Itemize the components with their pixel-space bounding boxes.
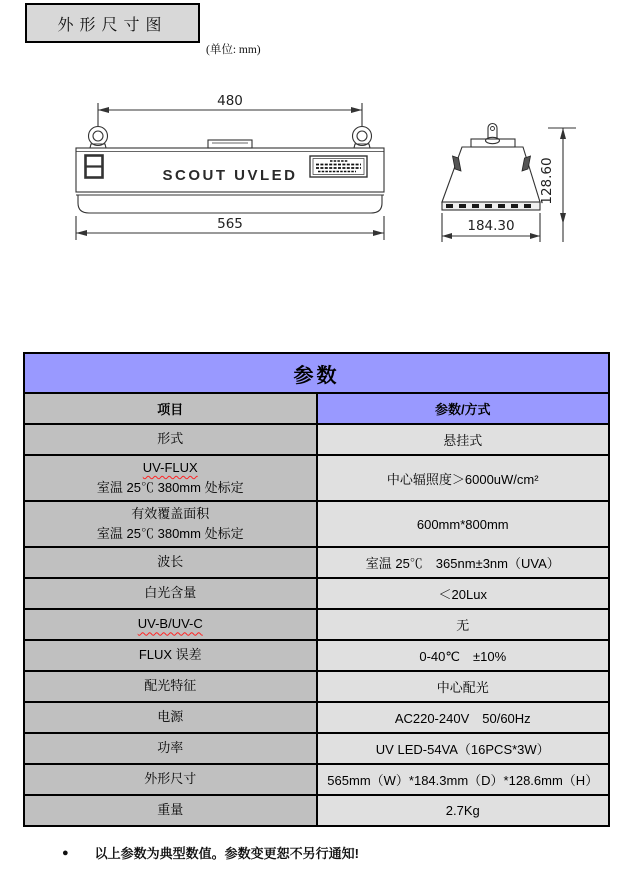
table-row <box>24 501 609 547</box>
value-cell <box>317 795 610 826</box>
table-row <box>24 702 609 733</box>
table-row <box>24 424 609 455</box>
item-cell <box>24 733 317 764</box>
item-label: UV-B/UV-C <box>137 616 203 632</box>
item-label: 功率 <box>157 740 184 756</box>
value-text: 2.7Kg <box>445 803 480 818</box>
value-cell <box>317 733 610 764</box>
product-name-label: SCOUT UVLED <box>162 167 298 184</box>
item-label: 有效覆盖面积 <box>131 505 210 521</box>
side-top-plate <box>471 139 515 147</box>
value-text: UV LED-54VA（16PCS*3W） <box>375 742 550 757</box>
left-eyebolt-icon <box>89 127 108 149</box>
item-cell <box>24 501 317 547</box>
item-label: 形式 <box>157 431 184 447</box>
item-label: FLUX 误差 <box>138 647 202 663</box>
item-label: UV-FLUX <box>142 459 198 475</box>
item-cell <box>24 609 317 640</box>
value-cell <box>317 501 610 547</box>
right-eyebolt-icon <box>353 127 372 149</box>
side-width-dimension <box>442 213 540 242</box>
front-view <box>76 93 384 240</box>
table-title: 参数 <box>24 353 609 393</box>
table-row <box>24 671 609 702</box>
item-cell <box>24 455 317 501</box>
table-row <box>24 547 609 578</box>
table-row <box>24 733 609 764</box>
value-text: 室温 25℃ 365nm±3nm（UVA） <box>365 556 560 571</box>
item-cell <box>24 640 317 671</box>
table-row <box>24 455 609 501</box>
value-text: 600mm*800mm <box>416 516 509 532</box>
value-text: 0-40℃ ±10% <box>419 649 507 664</box>
value-cell <box>317 671 610 702</box>
table-row <box>24 764 609 795</box>
item-cell <box>24 578 317 609</box>
item-label: 配光特征 <box>144 678 197 694</box>
item-cell <box>24 702 317 733</box>
bullet-icon: ● <box>62 846 69 859</box>
device-body-side <box>442 147 540 202</box>
table-row <box>24 795 609 826</box>
value-text: 无 <box>456 618 470 633</box>
footer-note <box>62 843 359 862</box>
item-cell <box>24 671 317 702</box>
unit-note: (单位: mm) <box>206 44 261 56</box>
value-text: 悬挂式 <box>443 433 483 448</box>
front-top-dimension <box>98 93 362 126</box>
parameters-table <box>23 352 610 827</box>
item-cell <box>24 795 317 826</box>
table-header-row <box>24 393 609 424</box>
value-text: ＜20Lux <box>438 587 487 602</box>
item-cell <box>24 547 317 578</box>
dimension-drawing <box>0 0 626 260</box>
value-cell <box>317 764 610 795</box>
table-row <box>24 578 609 609</box>
item-label: 电源 <box>157 709 184 725</box>
item-label: 波长 <box>157 554 184 570</box>
footer-note-text: 以上参数为典型数值。参数变更恕不另行通知! <box>94 846 359 861</box>
item-cell <box>24 764 317 795</box>
value-cell <box>317 640 610 671</box>
item-label: 室温 25℃ 380mm 处标定 <box>96 480 244 495</box>
value-cell <box>317 424 610 455</box>
item-label: 外形尺寸 <box>144 771 197 787</box>
table-title-row <box>24 353 609 393</box>
item-label: 白光含量 <box>144 585 197 601</box>
value-text: 中心配光 <box>436 680 489 695</box>
page-title-text: 外形尺寸图 <box>57 16 168 34</box>
value-cell <box>317 702 610 733</box>
item-label: 重量 <box>157 802 184 818</box>
value-text: 565mm（W）*184.3mm（D）*128.6mm（H） <box>327 773 599 788</box>
side-height-dimension <box>539 128 576 242</box>
value-cell <box>317 609 610 640</box>
value-text: 中心辐照度＞6000uW/cm² <box>386 471 539 487</box>
column-header-value: 参数/方式 <box>317 393 610 424</box>
side-height-dimension-label: 128.60 <box>539 157 555 205</box>
power-window-icon <box>86 156 103 178</box>
front-bottom-dimension <box>76 216 384 240</box>
front-bottom-dimension-label: 565 <box>217 216 243 232</box>
side-width-dimension-label: 184.30 <box>467 218 515 234</box>
table-row <box>24 640 609 671</box>
led-strip <box>442 202 540 210</box>
item-label: 室温 25℃ 380mm 处标定 <box>96 526 244 541</box>
table-row <box>24 609 609 640</box>
item-cell <box>24 424 317 455</box>
front-top-dimension-label: 480 <box>217 93 243 109</box>
column-header-item: 项目 <box>24 393 317 424</box>
value-cell <box>317 578 610 609</box>
value-text: AC220-240V 50/60Hz <box>394 711 531 726</box>
value-cell <box>317 547 610 578</box>
side-view <box>442 124 576 243</box>
value-cell <box>317 455 610 501</box>
parameters-table-body <box>24 424 609 826</box>
rating-label-plate <box>310 156 367 177</box>
top-handle <box>208 140 252 148</box>
side-eyebolt-icon <box>486 124 500 144</box>
